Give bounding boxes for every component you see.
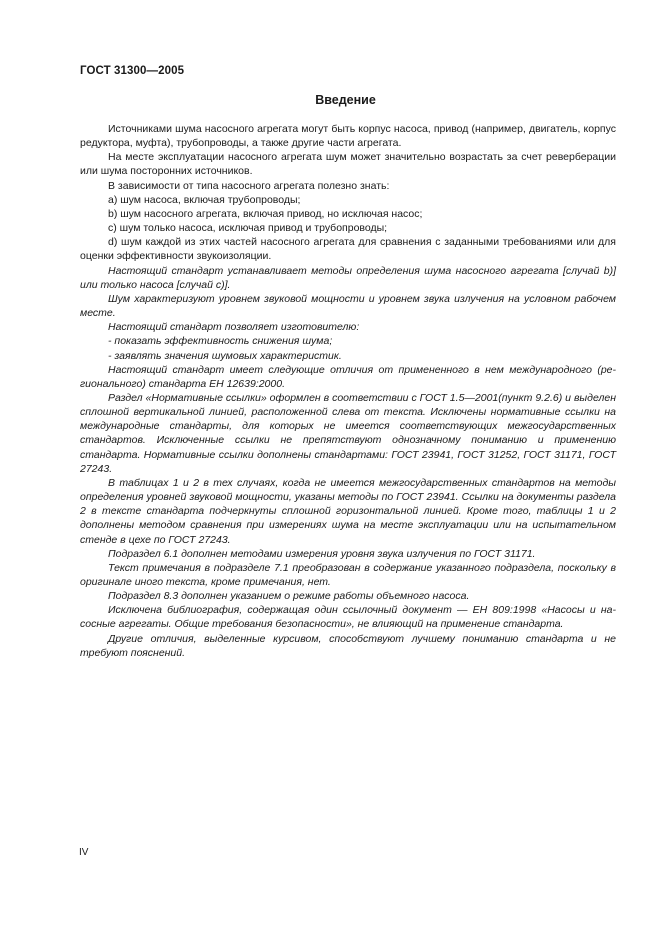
paragraph: Подраздел 8.3 дополнен указанием о режиме работы объемного насоса. bbox=[108, 590, 470, 603]
paragraph: Текст примечания в подразделе 7.1 преобразован в содержание указанного подраздела, поскольку в оригинале иного текста, кроме примечания, нет. bbox=[80, 561, 616, 588]
paragraph: Настоящий стандарт устанавливает методы определения шума насосного агрегата [случай b)] или только насоса [случай с)]. bbox=[80, 264, 616, 291]
introduction-body bbox=[80, 122, 616, 660]
paragraph: Исключена библиография, содержащая один ссылочный документ — ЕН 809:1998 «Насосы и насосные агрегаты. Общие требования безопасности», не влияющий на применение стандарта. bbox=[80, 604, 616, 631]
list-item: с) шум только насоса, исключая привод и трубопроводы; bbox=[108, 222, 388, 235]
list-item: а) шум насоса, включая трубопроводы; bbox=[108, 193, 301, 206]
paragraph: Другие отличия, выделенные курсивом, способствуют лучшему пониманию стандарта и не требуют пояснений. bbox=[80, 632, 616, 659]
paragraph: Шум характеризуют уровнем звуковой мощности и уровнем звука излучения на условном рабочем месте. bbox=[80, 292, 616, 320]
paragraph: Раздел «Нормативные ссылки» оформлен в соответствии с ГОСТ 1.5—2001(пункт 9.2.6) и выделен сплошной вертикальной линией, расположенной слева от текста. Исключены нормативные ссылки на международные стандарты, для которых не имеется соответствующих межгосударственных стандартов. Исключенные ссылки не препятствуют однозначному пониманию и применению стандарта. Нормативные ссылки дополнены стандартами: ГОСТ 23941, ГОСТ 31252, ГОСТ 31171, ГОСТ 27243. bbox=[80, 391, 616, 475]
paragraph: На месте эксплуатации насосного агрегата шум может значительно возрастать за счет реверберации или шума посторонних источников. bbox=[80, 151, 616, 178]
list-item: - показать эффективность снижения шума; bbox=[108, 335, 333, 348]
list-item: b) шум насосного агрегата, включая привод, но исключая насос; bbox=[108, 207, 423, 220]
list-item: - заявлять значения шумовых характеристик. bbox=[108, 349, 342, 362]
paragraph: В таблицах 1 и 2 в тех случаях, когда не имеется межгосударственных стандартов на методы определения уровней звуковой мощности, указаны методы по ГОСТ 23941. Ссылки на документы раздела 2 в тексте стандарта подчеркнуты сплошной горизонтальной линией. Кроме того, таблицы 1 и 2 дополнены методом сравнения при измерениях шума на месте эксплуатации или на испытательном стенде в цехе по ГОСТ 27243. bbox=[80, 476, 616, 546]
list-item: d) шум каждой из этих частей насосного агрегата для сравнения с заданными требованиями или для оценки эффективности звукоизоляции. bbox=[80, 236, 616, 263]
page-number: IV bbox=[79, 847, 89, 858]
section-title: Введение bbox=[315, 93, 376, 107]
paragraph: Подраздел 6.1 дополнен методами измерения уровня звука излучения по ГОСТ 31171. bbox=[108, 547, 536, 560]
paragraph: Источниками шума насосного агрегата могут быть корпус насоса, привод (например, двигатель, корпус редуктора, муфта), трубопроводы, а также другие части агрегата. bbox=[80, 123, 616, 150]
paragraph: Настоящий стандарт позволяет изготовителю: bbox=[108, 321, 360, 334]
paragraph: В зависимости от типа насосного агрегата полезно знать: bbox=[108, 179, 390, 192]
paragraph: Настоящий стандарт имеет следующие отличия от примененного в нем международного (регионального) стандарта ЕН 12639:2000. bbox=[80, 363, 616, 390]
standard-number: ГОСТ 31300—2005 bbox=[80, 65, 185, 77]
